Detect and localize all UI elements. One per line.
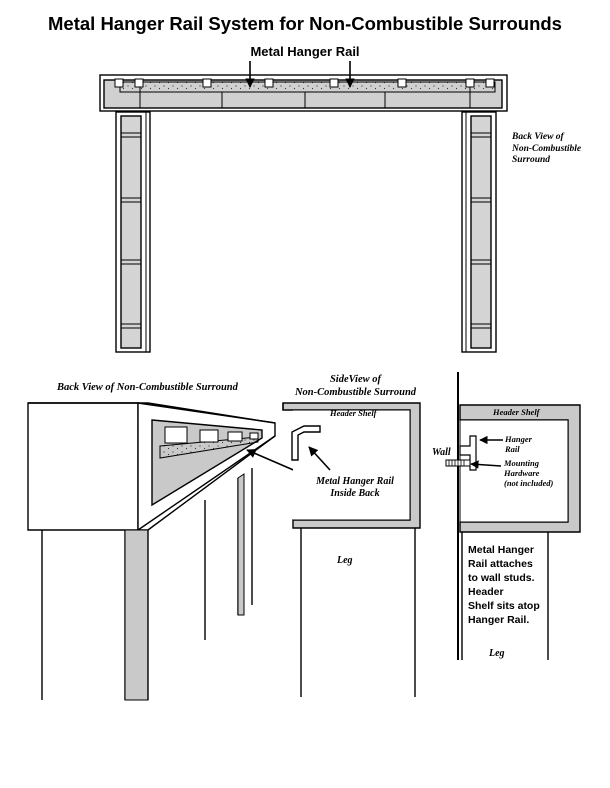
side-leg-label: Leg	[337, 555, 353, 566]
left-leg-inner	[121, 116, 141, 348]
top-rail-label: Metal Hanger Rail	[250, 44, 360, 59]
page-title: Metal Hanger Rail System for Non-Combustible Surrounds	[48, 13, 562, 34]
wall-label: Wall	[432, 447, 451, 458]
hanger-rail-label: Hanger Rail	[505, 434, 532, 454]
attach-note: Metal Hanger Rail attaches to wall studs. Header Shelf sits atop Hanger Rail.	[468, 544, 540, 626]
perspective-caption: Back View of Non-Combustible Surround	[57, 382, 238, 393]
perspective-rail-label: Metal Hanger Rail Inside Back	[316, 476, 394, 499]
back-view-caption: Back View of Non-Combustible Surround	[512, 132, 582, 165]
side-view	[283, 403, 420, 697]
mounting-hardware-label: Mounting Hardware (not included)	[504, 458, 554, 488]
wall-header-shelf-label: Header Shelf	[493, 407, 540, 417]
hanger-rail	[120, 82, 495, 92]
perspective-view	[28, 403, 275, 700]
right-leg-inner	[471, 116, 491, 348]
side-view-caption: SideView of Non-Combustible Surround	[294, 374, 417, 398]
top-back-view	[100, 75, 507, 352]
wall-leg-label: Leg	[489, 648, 505, 659]
side-header-shelf-label: Header Shelf	[330, 408, 377, 418]
